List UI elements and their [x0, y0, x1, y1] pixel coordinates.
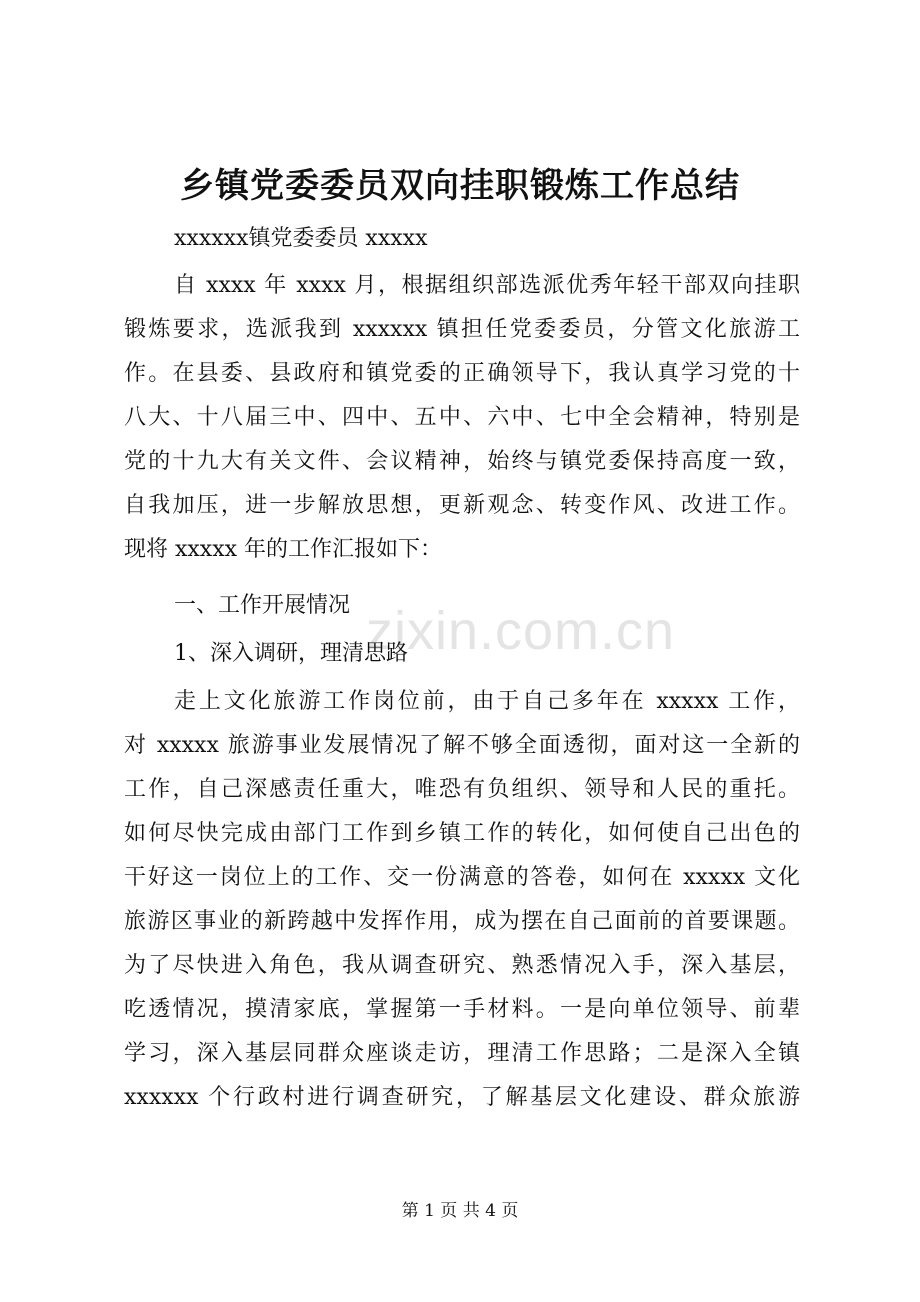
paragraph-line: 工作，自己深感责任重大，唯恐有负组织、领导和人民的重托。: [124, 777, 800, 802]
paragraph-line: 对 xxxxx 旅游事业发展情况了解不够全面透彻，面对这一全新的: [124, 733, 800, 758]
paragraph-line: 为了尽快进入角色，我从调查研究、熟悉情况入手，深入基层，: [124, 953, 800, 978]
watermark: zixin.com.cn: [366, 601, 676, 661]
paragraph-line: 锻炼要求，选派我到 xxxxxx 镇担任党委委员，分管文化旅游工: [124, 317, 800, 342]
section-heading: 一、工作开展情况: [174, 593, 351, 618]
paragraph-line: xxxxxx 个行政村进行调查研究，了解基层文化建设、群众旅游: [124, 1085, 800, 1110]
paragraph-line: 走上文化旅游工作岗位前，由于自己多年在 xxxxx 工作，: [174, 689, 800, 714]
subsection-heading: 1、深入调研，理清思路: [174, 641, 408, 666]
author-line: xxxxxx镇党委委员 xxxxx: [174, 226, 428, 251]
paragraph-line: 如何尽快完成由部门工作到乡镇工作的转化，如何使自己出色的: [124, 821, 800, 846]
paragraph-line: 吃透情况，摸清家底，掌握第一手材料。一是向单位领导、前辈: [124, 997, 800, 1022]
paragraph-line: 自我加压，进一步解放思想，更新观念、转变作风、改进工作。: [124, 493, 800, 518]
paragraph-line: 党的十九大有关文件、会议精神，始终与镇党委保持高度一致，: [124, 449, 800, 474]
document-title: 乡镇党委委员双向挂职锻炼工作总结: [180, 166, 740, 206]
paragraph-line: 作。在县委、县政府和镇党委的正确领导下，我认真学习党的十: [124, 361, 800, 386]
paragraph-line: 八大、十八届三中、四中、五中、六中、七中全会精神，特别是: [124, 405, 800, 430]
paragraph-line: 旅游区事业的新跨越中发挥作用，成为摆在自己面前的首要课题。: [124, 909, 800, 934]
page-footer: 第 1 页 共 4 页: [401, 1201, 519, 1221]
paragraph-line: 干好这一岗位上的工作、交一份满意的答卷，如何在 xxxxx 文化: [124, 865, 800, 890]
paragraph-line: 学习，深入基层同群众座谈走访，理清工作思路；二是深入全镇: [124, 1041, 800, 1066]
paragraph-line: 自 xxxx 年 xxxx 月，根据组织部选派优秀年轻干部双向挂职: [174, 273, 800, 298]
paragraph-line: 现将 xxxxx 年的工作汇报如下：: [124, 537, 443, 562]
